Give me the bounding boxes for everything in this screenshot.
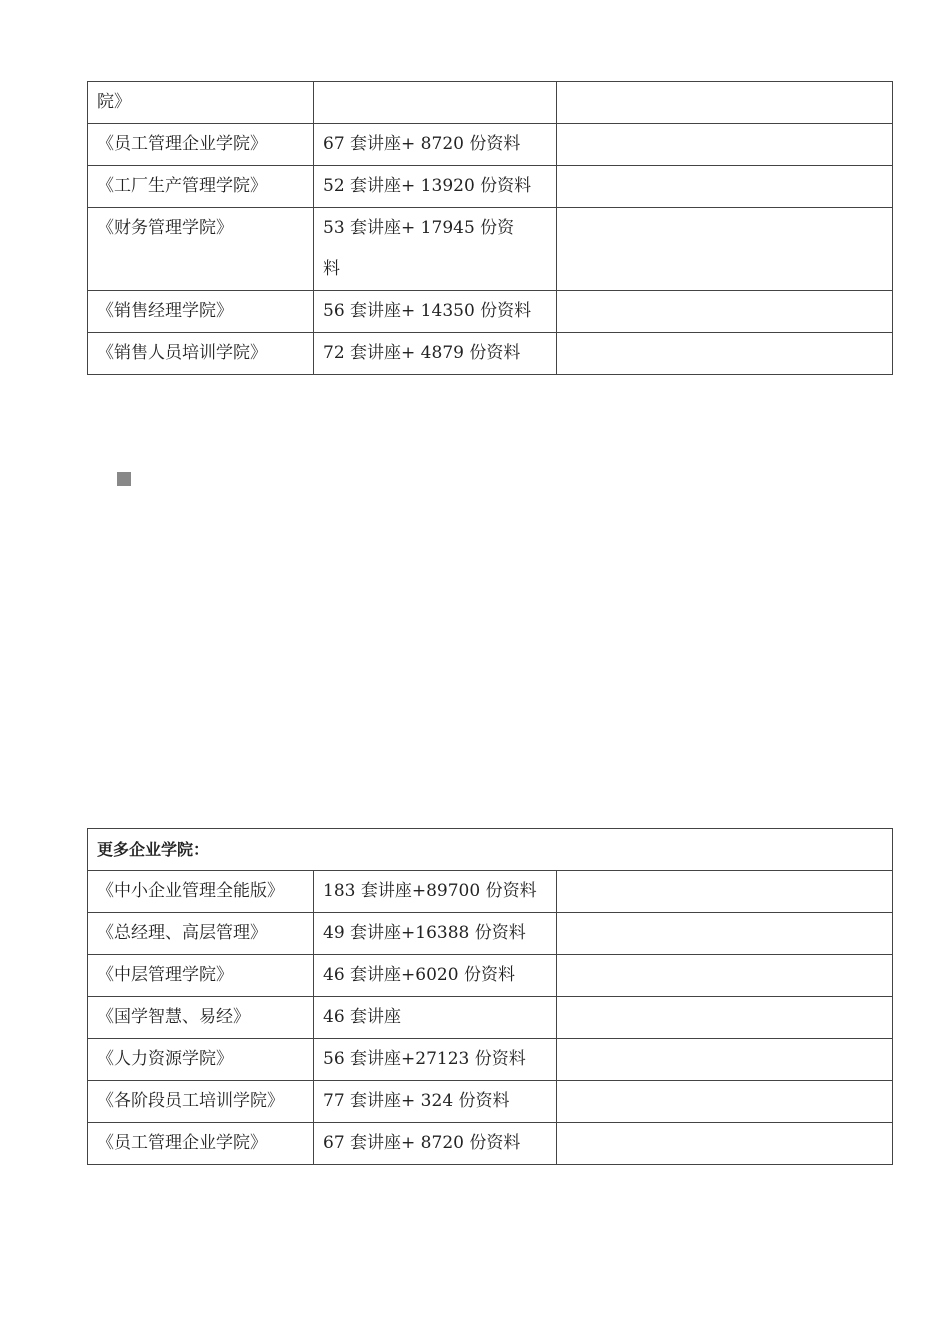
academy-name-cell: 《销售经理学院》 <box>88 291 314 333</box>
academy-name-cell: 《总经理、高层管理》 <box>88 913 314 955</box>
academy-name-cell: 《财务管理学院》 <box>88 208 314 291</box>
academy-info-cell: 183 套讲座+89700 份资料 <box>314 871 557 913</box>
academy-name-cell: 《中层管理学院》 <box>88 955 314 997</box>
academy-info-cell: 52 套讲座+ 13920 份资料 <box>314 166 557 208</box>
table-row <box>88 208 893 291</box>
table-row <box>88 291 893 333</box>
academy-info-cell: 67 套讲座+ 8720 份资料 <box>314 124 557 166</box>
table-header: 更多企业学院： <box>88 829 893 871</box>
academy-info-cell: 77 套讲座+ 324 份资料 <box>314 1081 557 1123</box>
academy-name-cell <box>88 871 314 913</box>
table-row <box>88 955 893 997</box>
square-bullet-icon <box>117 472 131 486</box>
academy-note-cell <box>557 871 893 913</box>
academy-table-top <box>87 81 893 375</box>
academy-name-cell <box>88 1081 314 1123</box>
academy-name-cell: 《销售人员培训学院》 <box>88 333 314 375</box>
academy-note-cell <box>557 997 893 1039</box>
academy-info-cell: 46 套讲座+6020 份资料 <box>314 955 557 997</box>
academy-name-cell: 《人力资源学院》 <box>88 1039 314 1081</box>
academy-note-cell <box>557 291 893 333</box>
academy-note-cell <box>557 166 893 208</box>
table-row <box>88 913 893 955</box>
academy-info-cell: 49 套讲座+16388 份资料 <box>314 913 557 955</box>
table-row <box>88 166 893 208</box>
table-row <box>88 1081 893 1123</box>
academy-name-text: 《中小企业管理全能版》 <box>97 881 284 901</box>
academy-name-cell: 院》 <box>88 82 314 124</box>
academy-name-cell: 《国学智慧、易经》 <box>88 997 314 1039</box>
academy-note-cell <box>557 124 893 166</box>
academy-info-cell: 56 套讲座+27123 份资料 <box>314 1039 557 1081</box>
academy-info-cell <box>314 208 557 291</box>
academy-info-cell: 46 套讲座 <box>314 997 557 1039</box>
academy-note-cell <box>557 82 893 124</box>
academy-note-cell <box>557 1039 893 1081</box>
academy-note-cell <box>557 1123 893 1165</box>
academy-info-cell: 72 套讲座+ 4879 份资料 <box>314 333 557 375</box>
table-row <box>88 871 893 913</box>
academy-name-cell: 《工厂生产管理学院》 <box>88 166 314 208</box>
table-row <box>88 124 893 166</box>
academy-note-cell <box>557 333 893 375</box>
table-header-row <box>88 829 893 871</box>
academy-note-cell <box>557 913 893 955</box>
academy-info-cell <box>314 82 557 124</box>
academy-note-cell <box>557 208 893 291</box>
academy-name-cell: 《员工管理企业学院》 <box>88 124 314 166</box>
table-row <box>88 82 893 124</box>
academy-info-cell: 67 套讲座+ 8720 份资料 <box>314 1123 557 1165</box>
academy-info-text: 53 套讲座+ 17945 份资料 <box>323 218 515 279</box>
academy-note-cell <box>557 955 893 997</box>
academy-table-bottom <box>87 828 893 1165</box>
academy-info-cell: 56 套讲座+ 14350 份资料 <box>314 291 557 333</box>
academy-name-text: 《各阶段员工培训学院》 <box>97 1091 284 1111</box>
table-row <box>88 333 893 375</box>
academy-note-cell <box>557 1081 893 1123</box>
academy-name-cell: 《员工管理企业学院》 <box>88 1123 314 1165</box>
table-row <box>88 1123 893 1165</box>
table-row <box>88 1039 893 1081</box>
table-row <box>88 997 893 1039</box>
